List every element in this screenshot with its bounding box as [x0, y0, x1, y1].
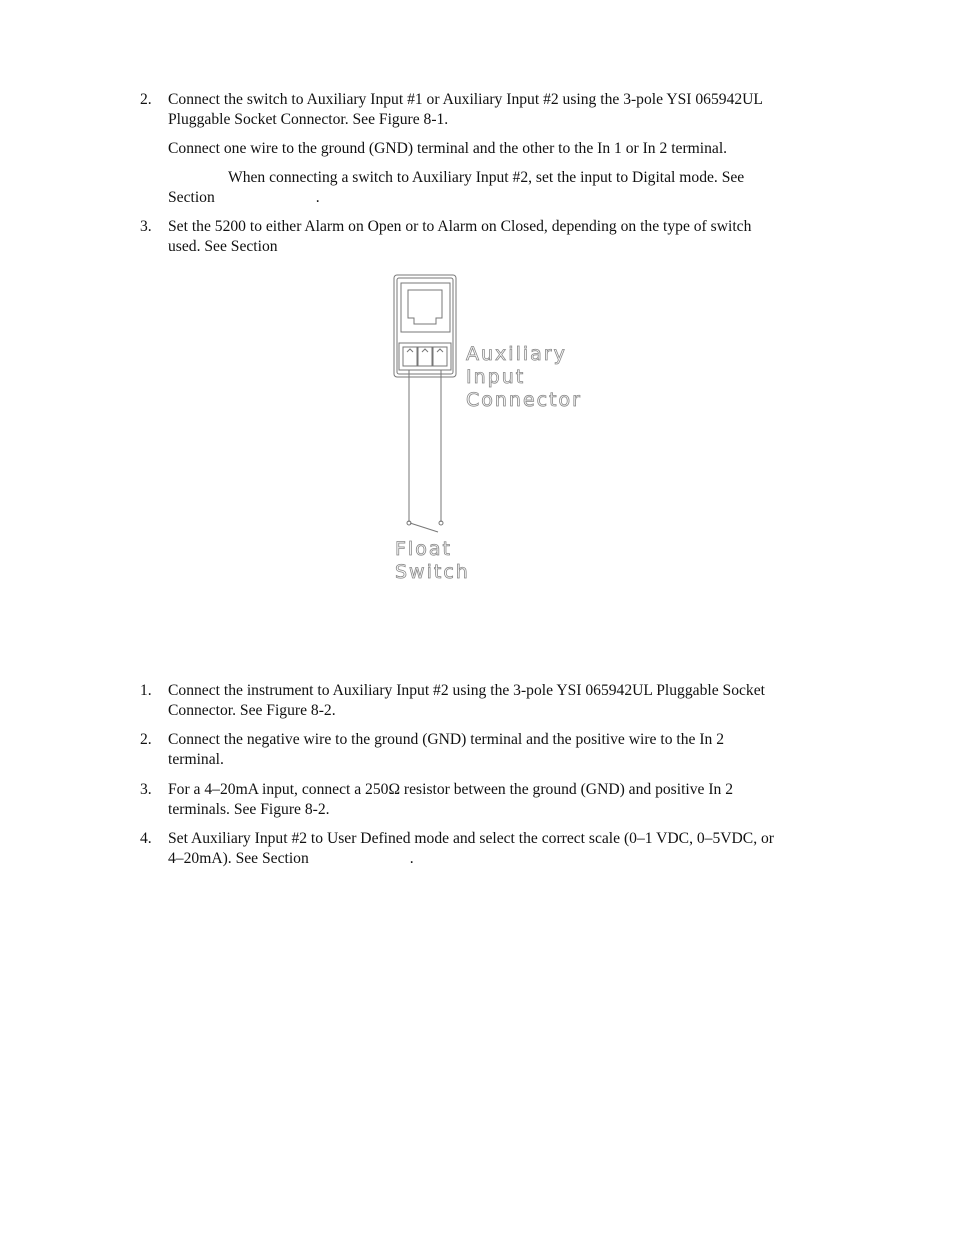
step-number: 2.: [140, 91, 152, 108]
step-text-line2: terminals. See Figure 8-2.: [168, 800, 330, 818]
step-period: .: [409, 849, 414, 867]
step-number: 3.: [140, 218, 152, 235]
rj-jack-cavity: [408, 290, 442, 324]
step-number: 2.: [140, 731, 152, 748]
connector-label-line2: Input: [466, 366, 526, 388]
switch-label-line1: Float: [395, 538, 452, 560]
step-text-line1: Connect the switch to Auxiliary Input #1 or Auxiliary Input #2 using the 3-pole YSI 065942UL: [168, 91, 763, 108]
step-text-line2-start: 4–20mA). See Section: [168, 849, 309, 867]
step-text-line1: Connect the negative wire to the ground (GND) terminal and the positive wire to the In 2: [168, 731, 725, 748]
step-text-line1: Connect the instrument to Auxiliary Input #2 using the 3-pole YSI 065942UL Pluggable Socket: [168, 682, 765, 699]
step-number: 1.: [140, 682, 152, 699]
step-text-line1: Set Auxiliary Input #2 to User Defined mode and select the correct scale (0–1 VDC, 0–5VDC, or: [168, 830, 774, 847]
step-number: 4.: [140, 830, 152, 847]
step-text-line2: [168, 849, 840, 869]
step-2-detail: Connect one wire to the ground (GND) terminal and the other to the In 1 or In 2 terminal.: [168, 140, 728, 157]
connector-label-line1: Auxiliary: [466, 343, 567, 365]
terminal-screws: [407, 349, 443, 352]
note-period: .: [315, 189, 320, 206]
step-text-line2: terminal.: [168, 750, 224, 768]
switch-label-line2: Switch: [395, 561, 470, 583]
terminal-1: [403, 347, 417, 366]
note-line1: When connecting a switch to Auxiliary Input #2, set the input to Digital mode. See: [228, 169, 745, 186]
step-text-line2: used. See Section: [168, 237, 278, 255]
step-text-line1: Set the 5200 to either Alarm on Open or to Alarm on Closed, depending on the type of switch: [168, 218, 752, 235]
connector-label-line3: Connector: [466, 389, 582, 411]
terminal-3: [433, 347, 447, 366]
note-section-word: Section: [168, 189, 215, 206]
note-line2: [168, 188, 840, 208]
terminal-2: [418, 347, 432, 366]
switch-lever: [410, 523, 438, 532]
connector-housing-inner: [397, 278, 453, 374]
step-number: 3.: [140, 781, 152, 798]
step-text-line2: Connector. See Figure 8-2.: [168, 701, 336, 719]
step-text-line1: For a 4–20mA input, connect a 250Ω resistor between the ground (GND) and positive In 2: [168, 781, 734, 798]
step-text-line2: Pluggable Socket Connector. See Figure 8-1.: [168, 110, 449, 128]
float-switch-diagram: [380, 270, 620, 590]
